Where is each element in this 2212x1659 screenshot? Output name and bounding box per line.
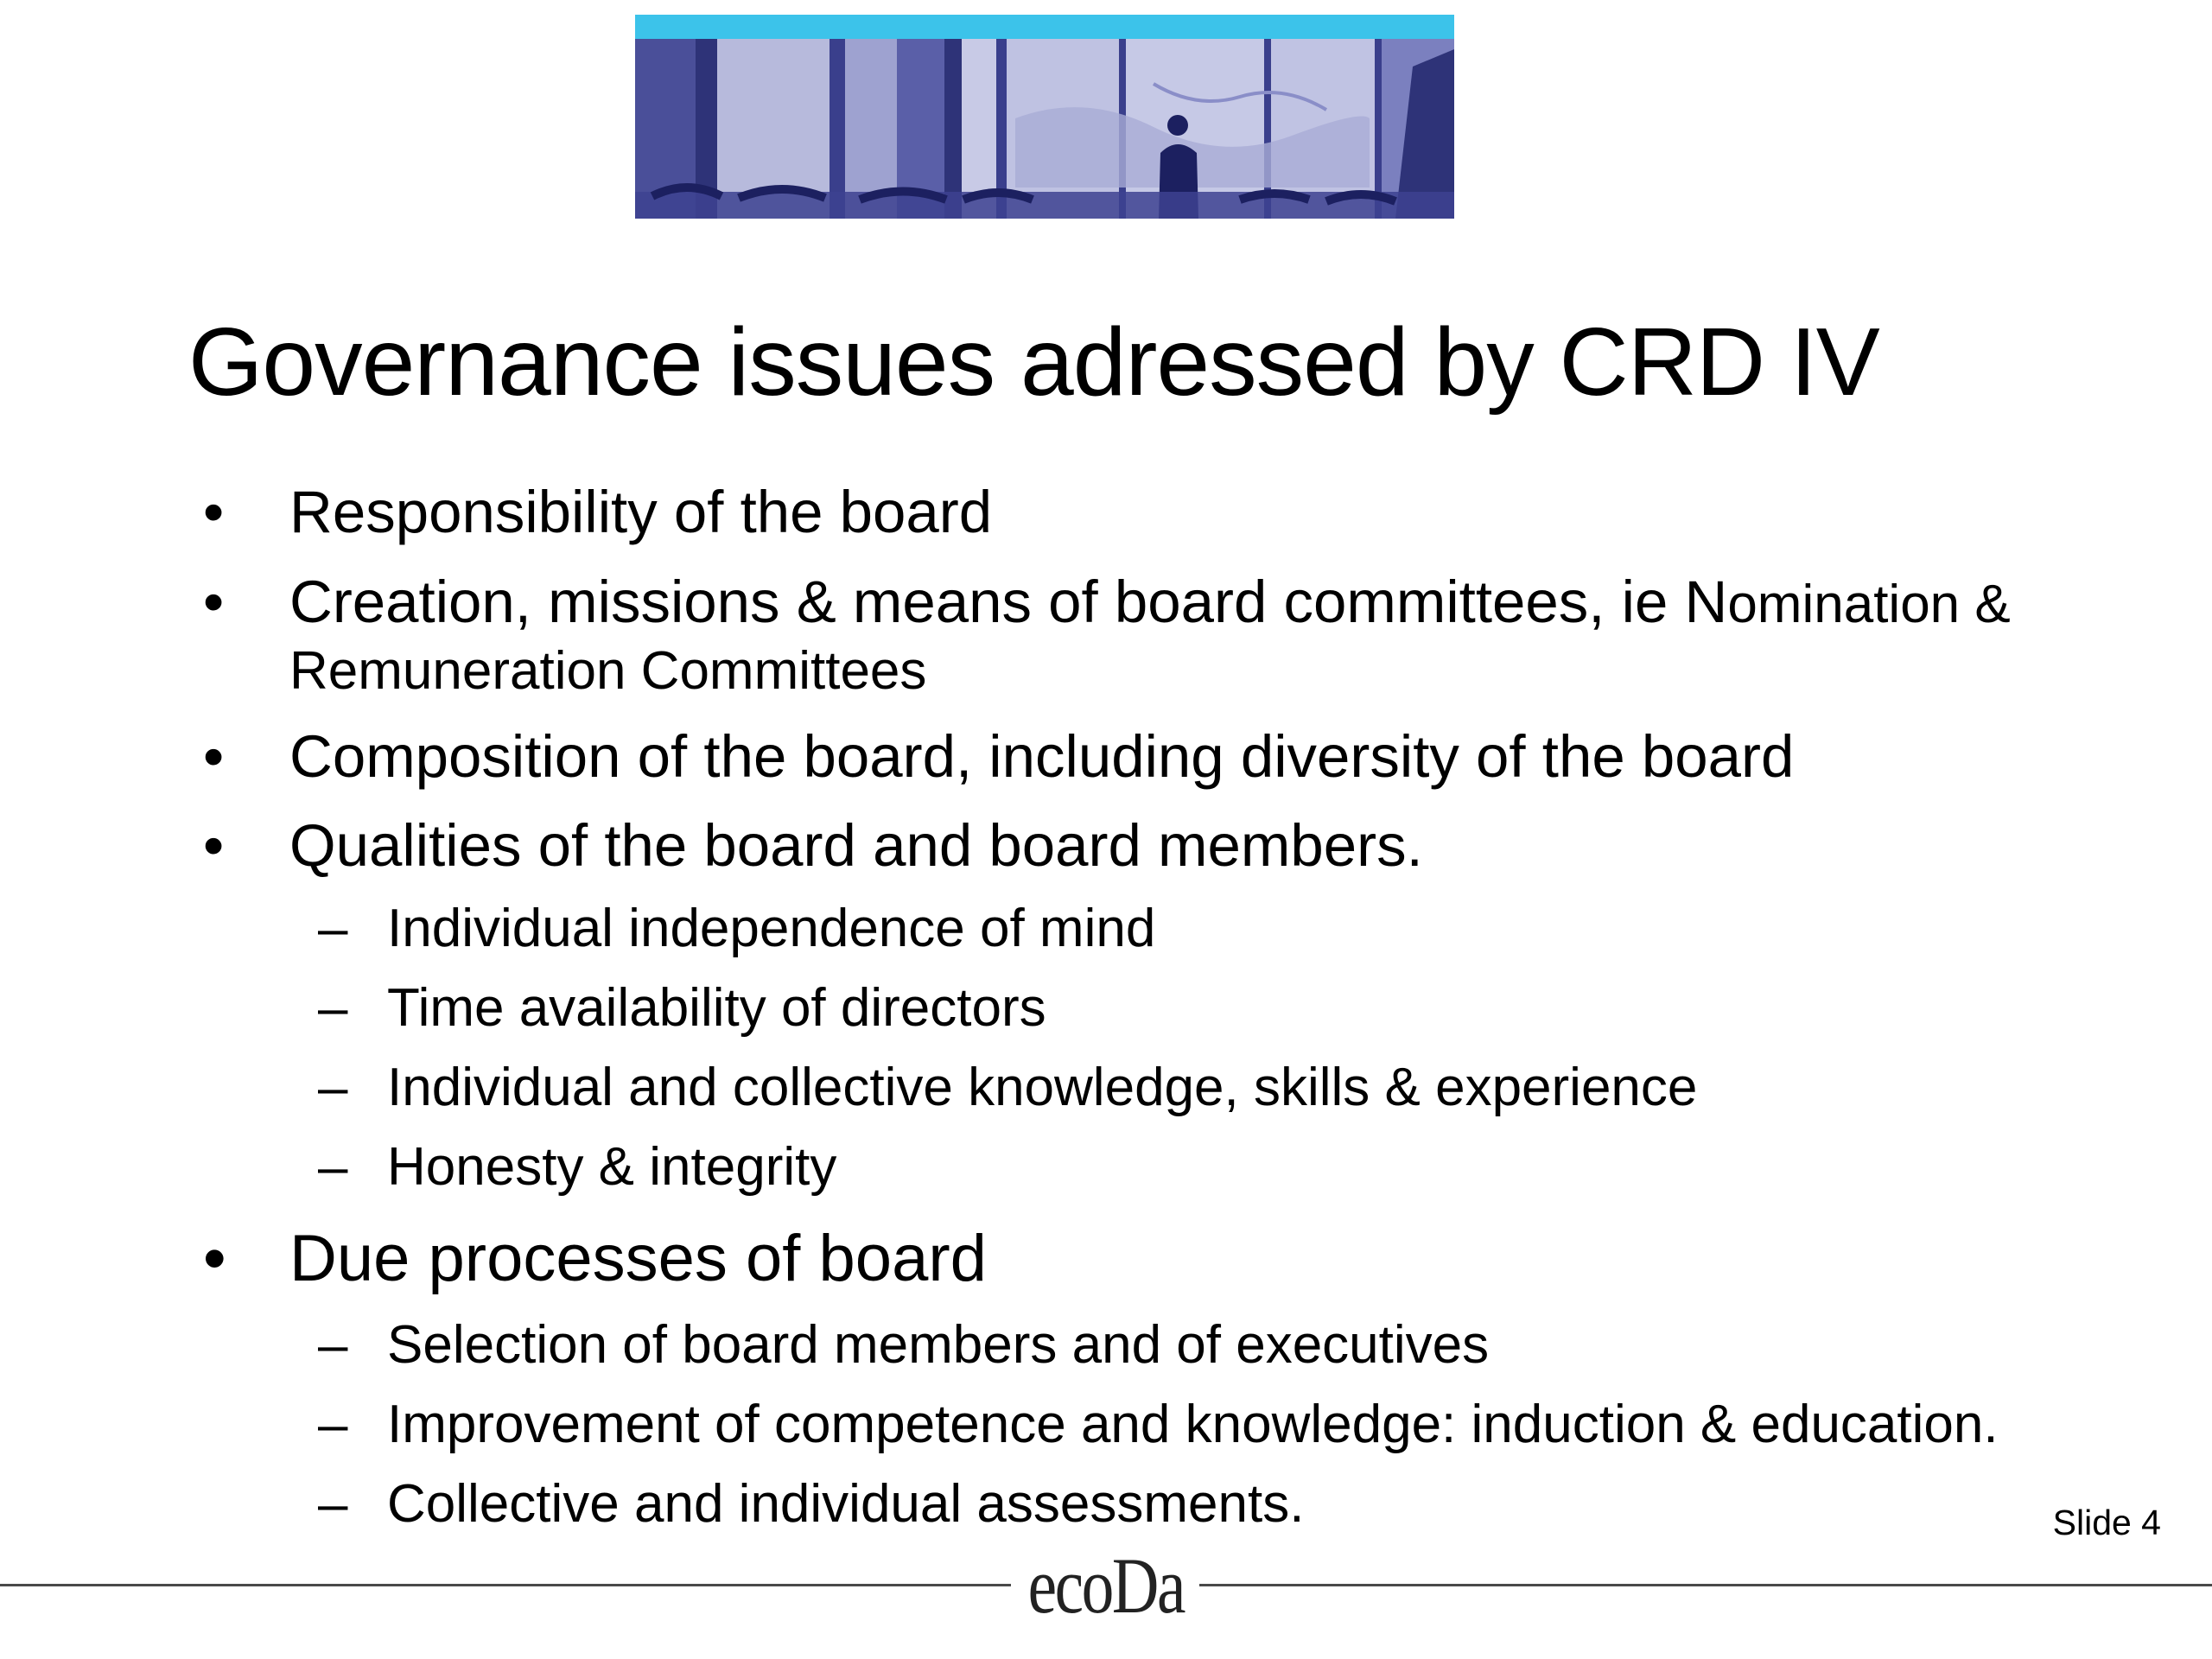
- bullet-marker: •: [203, 569, 225, 635]
- sub-bullet-text: Individual and collective knowledge, skills & experience: [387, 1058, 1698, 1117]
- dash-marker: –: [318, 1058, 348, 1117]
- sub-bullet-text: Collective and individual assessments.: [387, 1474, 1305, 1534]
- sub-bullet-text: Selection of board members and of executives: [387, 1315, 1490, 1375]
- dash-marker: –: [318, 1315, 348, 1375]
- sub-bullet-text: Honesty & integrity: [387, 1137, 837, 1197]
- bullet-text: Responsibility of the board: [289, 479, 993, 545]
- sub-bullet-text: Individual independence of mind: [387, 899, 1156, 958]
- bullet-text: [289, 568, 2011, 639]
- dash-marker: –: [318, 1395, 348, 1454]
- slide-number: Slide 4: [2052, 1503, 2161, 1542]
- footer-divider-left: [0, 1584, 1011, 1586]
- bullet-text: Composition of the board, including diversity of the board: [289, 723, 1795, 790]
- dash-marker: –: [318, 899, 348, 958]
- bullet-marker: •: [203, 723, 225, 790]
- bullet-text: Qualities of the board and board members.: [289, 812, 1423, 879]
- bullet-text-main: Creation, missions & means of board committees, ie N: [289, 569, 1728, 635]
- bullet-marker: •: [203, 1222, 226, 1295]
- bullet-text: Due processes of board: [289, 1222, 987, 1295]
- sub-bullet-text: Improvement of competence and knowledge: induction & education.: [387, 1395, 1999, 1454]
- bullet-marker: •: [203, 479, 225, 545]
- ecoda-logo: ecoDa: [1027, 1541, 1184, 1630]
- bullet-text-line2: Remuneration Committees: [289, 641, 927, 701]
- slide-title: Governance issues adressed by CRD IV: [188, 308, 1879, 416]
- dash-marker: –: [318, 978, 348, 1038]
- bullet-text-small: omination &: [1727, 575, 2011, 634]
- bullet-marker: •: [203, 812, 225, 879]
- footer-divider-right: [1199, 1584, 2212, 1586]
- dash-marker: –: [318, 1474, 348, 1534]
- sub-bullet-text: Time availability of directors: [387, 978, 1046, 1038]
- dash-marker: –: [318, 1137, 348, 1197]
